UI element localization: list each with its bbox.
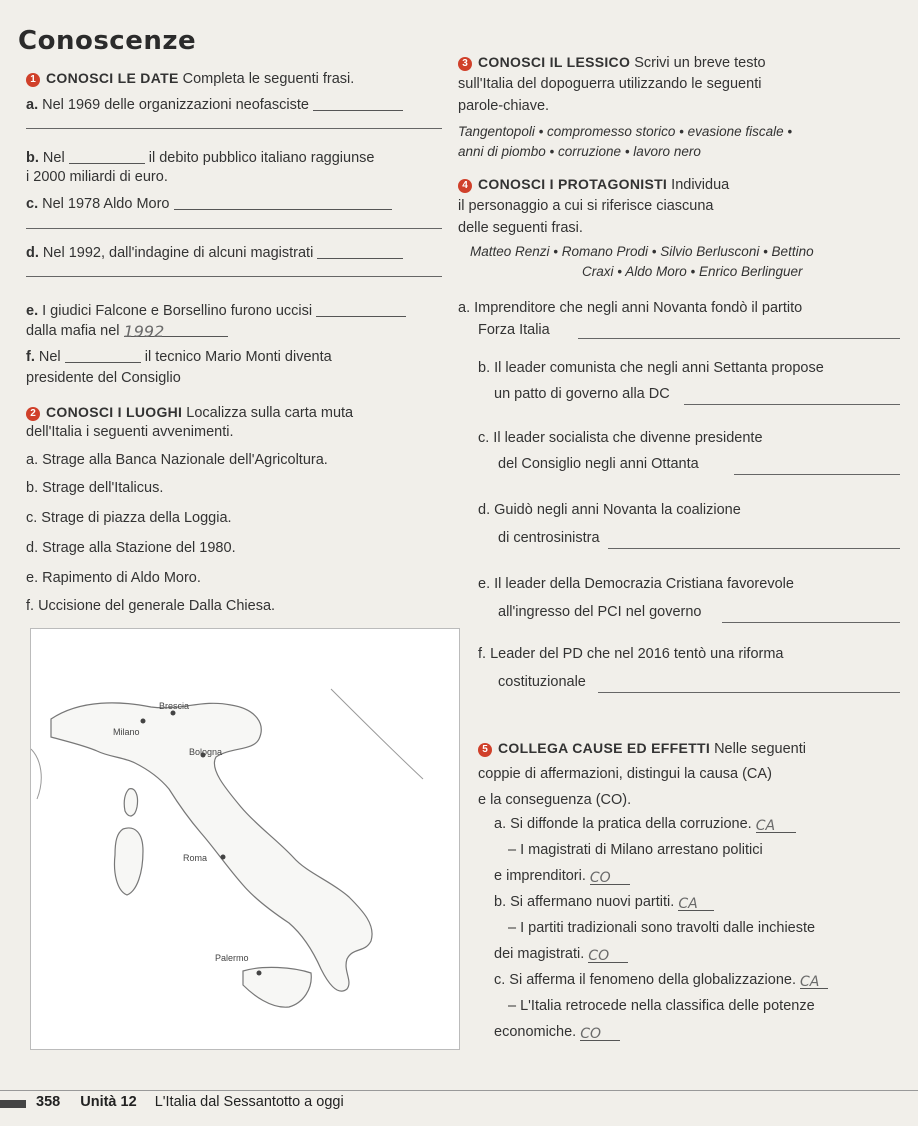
ex4-item-a: a. Imprenditore che negli anni Novanta fondò il partito [458,300,803,316]
ex1-item-b-text2: il debito pubblico italiano raggiunse [148,150,375,166]
ex2-item-b: b. Strage dell'Italicus. [26,480,164,496]
exercise-3-instruction-end: parole-chiave. [458,98,550,114]
page-title: Conoscenze [18,26,197,56]
ex1-item-a-text: Nel 1969 delle organizzazioni neofasciste [42,97,309,113]
ex1-item-d-letter: d. [26,245,39,261]
ex5-item-c-cause-blank[interactable] [800,974,828,989]
ex5-item-a-effect-text: e imprenditori. [494,868,586,884]
ex5-item-c-effect-cont [494,1024,620,1041]
ex4-item-f-answer-line[interactable] [598,692,900,693]
exercise-4-names-2: Craxi • Aldo Moro • Enrico Berlinguer [582,264,803,279]
ex1-item-e-blank-top[interactable] [316,302,406,317]
ex4-item-d-answer-line[interactable] [608,548,900,549]
ex5-item-b [494,894,714,911]
ex1-item-d [26,244,403,261]
ex4-item-f-cont: costituzionale [498,674,586,690]
ex5-item-a [494,816,796,833]
ex5-item-c-effect: – L'Italia retrocede nella classifica delle potenze [508,998,815,1014]
footer-divider [0,1090,918,1091]
ex1-item-a-answer-line[interactable] [26,128,442,129]
ex5-item-b-effect-blank[interactable] [588,948,628,963]
ex1-item-b-text1: Nel [42,150,65,166]
ex1-item-a-blank[interactable] [313,96,403,111]
ex1-item-f-text1: Nel [38,349,61,365]
exercise-2-heading [26,404,353,421]
ex4-item-e-cont: all'ingresso del PCI nel governo [498,604,702,620]
ex5-item-c-cause: c. Si afferma il fenomeno della globalizzazione. [494,972,796,988]
ex1-item-c [26,195,392,212]
exercise-1-number: 1 [26,73,40,87]
ex5-item-b-effect: – I partiti tradizionali sono travolti dalle inchieste [508,920,816,936]
bologna-label: Bologna [189,747,223,757]
coastline-left [31,749,41,799]
ex4-item-e: e. Il leader della Democrazia Cristiana favorevole [478,576,794,592]
ex4-item-b-cont: un patto di governo alla DC [494,386,670,402]
ex1-item-e-text: I giudici Falcone e Borsellino furono uccisi [42,303,313,319]
ex1-item-e-handwritten-answer: 1992 [123,322,165,341]
ex5-item-c-effect-answer: CO [580,1026,602,1042]
ex1-item-f-letter: f. [26,349,35,365]
sicily-shape [243,967,311,1007]
italy-map-svg [31,629,459,1049]
exercise-4-keyword: CONOSCI I PROTAGONISTI [478,176,668,192]
roma-marker [221,855,226,860]
exercise-3-instruction: Scrivi un breve testo [634,55,766,71]
brescia-label: Brescia [159,701,190,711]
unit-label: Unità 12 [80,1094,137,1110]
ex4-item-d: d. Guidò negli anni Novanta la coalizione [478,502,741,518]
ex1-item-d-text: Nel 1992, dall'indagine di alcuni magistrati [42,245,314,261]
ex5-item-c-effect-blank[interactable] [580,1026,620,1041]
exercise-1-keyword: CONOSCI LE DATE [46,70,179,86]
brescia-marker [171,711,176,716]
ex4-item-b-answer-line[interactable] [684,404,900,405]
milano-label: Milano [113,727,140,737]
ex1-item-d-blank[interactable] [317,244,403,259]
exercise-5-heading [478,740,806,757]
exercise-5-instruction-cont: coppie di affermazioni, distingui la causa (CA) [478,766,772,782]
ex1-item-c-text: Nel 1978 Aldo Moro [42,196,170,212]
ex1-item-a [26,96,403,113]
italy-blank-map[interactable] [30,628,460,1050]
ex1-item-e-cont [26,322,228,339]
ex4-item-f: f. Leader del PD che nel 2016 tentò una riforma [478,646,784,662]
exercise-3-keywords-1: Tangentopoli • compromesso storico • evasione fiscale • [458,124,793,139]
ex5-item-b-cause: b. Si affermano nuovi partiti. [494,894,675,910]
ex1-item-b-cont: i 2000 miliardi di euro. [26,169,168,185]
exercise-5-instruction: Nelle seguenti [714,741,806,757]
ex5-item-a-cause-blank[interactable] [756,818,796,833]
exercise-4-heading [458,176,729,193]
exercise-5-keyword: COLLEGA CAUSE ED EFFETTI [498,740,711,756]
ex5-item-b-effect-answer: CO [588,948,610,964]
page-number: 358 [36,1094,61,1110]
ex1-item-e-letter: e. [26,303,39,319]
coastline-right [331,689,423,779]
ex4-item-c-cont: del Consiglio negli anni Ottanta [498,456,699,472]
ex2-item-e: e. Rapimento di Aldo Moro. [26,570,201,586]
exercise-3-instruction-cont: sull'Italia del dopoguerra utilizzando le seguenti [458,76,762,92]
ex1-item-f-blank[interactable] [65,348,141,363]
unit-subtitle: L'Italia dal Sessantotto a oggi [154,1094,344,1110]
exercise-2-keyword: CONOSCI I LUOGHI [46,404,183,420]
roma-label: Roma [183,853,208,863]
ex4-item-b: b. Il leader comunista che negli anni Settanta propose [478,360,824,376]
ex5-item-b-effect-text: dei magistrati. [494,946,585,962]
exercise-4-names-1: Matteo Renzi • Romano Prodi • Silvio Berlusconi • Bettino [470,244,814,259]
ex5-item-c-cause-answer: CA [800,974,820,990]
ex5-item-a-cause: a. Si diffonde la pratica della corruzione. [494,816,752,832]
ex5-item-c-effect-text: economiche. [494,1024,577,1040]
ex4-item-c: c. Il leader socialista che divenne presidente [478,430,763,446]
ex1-item-d-answer-line[interactable] [26,276,442,277]
exercise-2-instruction: Localizza sulla carta muta [186,405,354,421]
exercise-4-instruction-cont: il personaggio a cui si riferisce ciascuna [458,198,714,214]
exercise-4-number: 4 [458,179,472,193]
ex4-item-a-cont: Forza Italia [478,322,550,338]
ex4-item-e-answer-line[interactable] [722,622,900,623]
corsica-shape [124,789,137,816]
ex1-item-f-cont: presidente del Consiglio [26,370,181,386]
ex5-item-a-effect-blank[interactable] [590,870,630,885]
milano-marker [141,719,146,724]
ex2-item-f: f. Uccisione del generale Dalla Chiesa. [26,598,276,614]
ex5-item-b-cause-blank[interactable] [678,896,714,911]
ex2-item-d: d. Strage alla Stazione del 1980. [26,540,236,556]
ex1-item-e-blank[interactable] [123,322,228,341]
ex2-item-c: c. Strage di piazza della Loggia. [26,510,232,526]
ex1-item-f-text2: il tecnico Mario Monti diventa [144,349,332,365]
ex1-item-b [26,149,374,166]
exercise-5-instruction-end: e la conseguenza (CO). [478,792,632,808]
exercise-3-keyword: CONOSCI IL LESSICO [478,54,631,70]
ex4-item-c-answer-line[interactable] [734,474,900,475]
ex2-item-a: a. Strage alla Banca Nazionale dell'Agricoltura. [26,452,328,468]
exercise-3-heading [458,54,766,71]
ex1-item-f [26,348,332,365]
exercise-1-heading [26,70,354,87]
exercise-4-instruction: Individua [671,177,730,193]
ex1-item-c-blank[interactable] [174,195,392,210]
ex1-item-b-blank[interactable] [69,149,145,164]
ex5-item-a-effect: – I magistrati di Milano arrestano politici [508,842,763,858]
exercise-2-instruction-cont: dell'Italia i seguenti avvenimenti. [26,424,234,440]
ex1-item-a-letter: a. [26,97,39,113]
ex1-item-e-text2: dalla mafia nel [26,323,120,339]
ex5-item-b-effect-cont [494,946,628,963]
ex1-item-c-letter: c. [26,196,39,212]
ex5-item-a-cause-answer: CA [755,818,776,834]
ex1-item-b-letter: b. [26,150,39,166]
ex1-item-c-answer-line[interactable] [26,228,442,229]
ex1-item-e [26,302,406,319]
exercise-5-number: 5 [478,743,492,757]
palermo-marker [257,971,262,976]
ex5-item-b-cause-answer: CA [678,896,698,912]
ex5-item-a-effect-cont [494,868,630,885]
exercise-2-number: 2 [26,407,40,421]
ex5-item-c [494,972,828,989]
page-footer [0,1094,344,1110]
ex5-item-a-effect-answer: CO [589,870,611,886]
exercise-3-keywords-2: anni di piombo • corruzione • lavoro nero [458,144,701,159]
palermo-label: Palermo [215,953,249,963]
ex4-item-a-answer-line[interactable] [578,338,900,339]
exercise-4-instruction-end: delle seguenti frasi. [458,220,583,236]
sardinia-shape [115,828,144,895]
exercise-3-number: 3 [458,57,472,71]
exercise-1-instruction: Completa le seguenti frasi. [182,71,355,87]
ex4-item-d-cont: di centrosinistra [498,530,600,546]
